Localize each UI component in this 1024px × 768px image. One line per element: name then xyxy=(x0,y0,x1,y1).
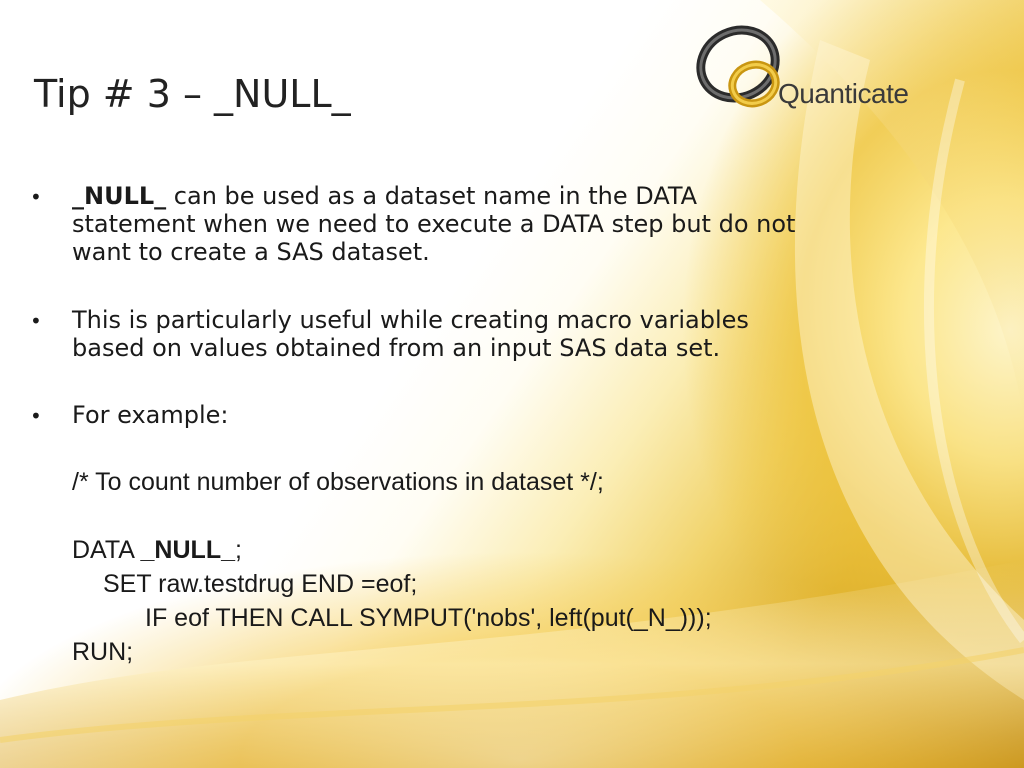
quanticate-logo xyxy=(690,22,930,120)
code-data-line xyxy=(72,535,242,565)
code-null-name: _NULL_ xyxy=(140,536,235,564)
logo-brand-name: Quanticate xyxy=(778,78,909,109)
code-set-line: SET raw.testdrug END =eof; xyxy=(103,570,418,598)
code-comment: /* To count number of observations in dataset */; xyxy=(72,468,604,496)
bullet-marker: • xyxy=(30,185,42,209)
bullet-marker: • xyxy=(30,404,42,428)
bullet-2-text xyxy=(72,306,972,362)
code-data-keyword: DATA xyxy=(72,536,141,564)
code-run-line: RUN; xyxy=(72,638,134,666)
null-keyword: _NULL_ xyxy=(72,182,167,210)
bullet-3-line-1: For example: xyxy=(72,401,229,429)
bullet-1-line-1-rest: can be used as a dataset name in the DATA xyxy=(166,182,698,210)
bullet-3-text xyxy=(72,401,972,429)
bullet-2-line-1: This is particularly useful while creating macro variables xyxy=(72,306,749,334)
bullet-1-text xyxy=(72,182,972,266)
bullet-2-line-2: based on values obtained from an input SAS data set. xyxy=(72,334,721,362)
bullet-marker: • xyxy=(30,309,42,333)
code-data-semicolon: ; xyxy=(235,536,242,564)
code-if-line: IF eof THEN CALL SYMPUT('nobs', left(put(_N_))); xyxy=(145,604,712,632)
bullet-1-line-1 xyxy=(72,182,972,210)
slide-title: Tip # 3 – _NULL_ xyxy=(34,72,351,116)
bullet-1-line-2: statement when we need to execute a DATA step but do not xyxy=(72,210,796,238)
bullet-1-line-3: want to create a SAS dataset. xyxy=(72,238,430,266)
